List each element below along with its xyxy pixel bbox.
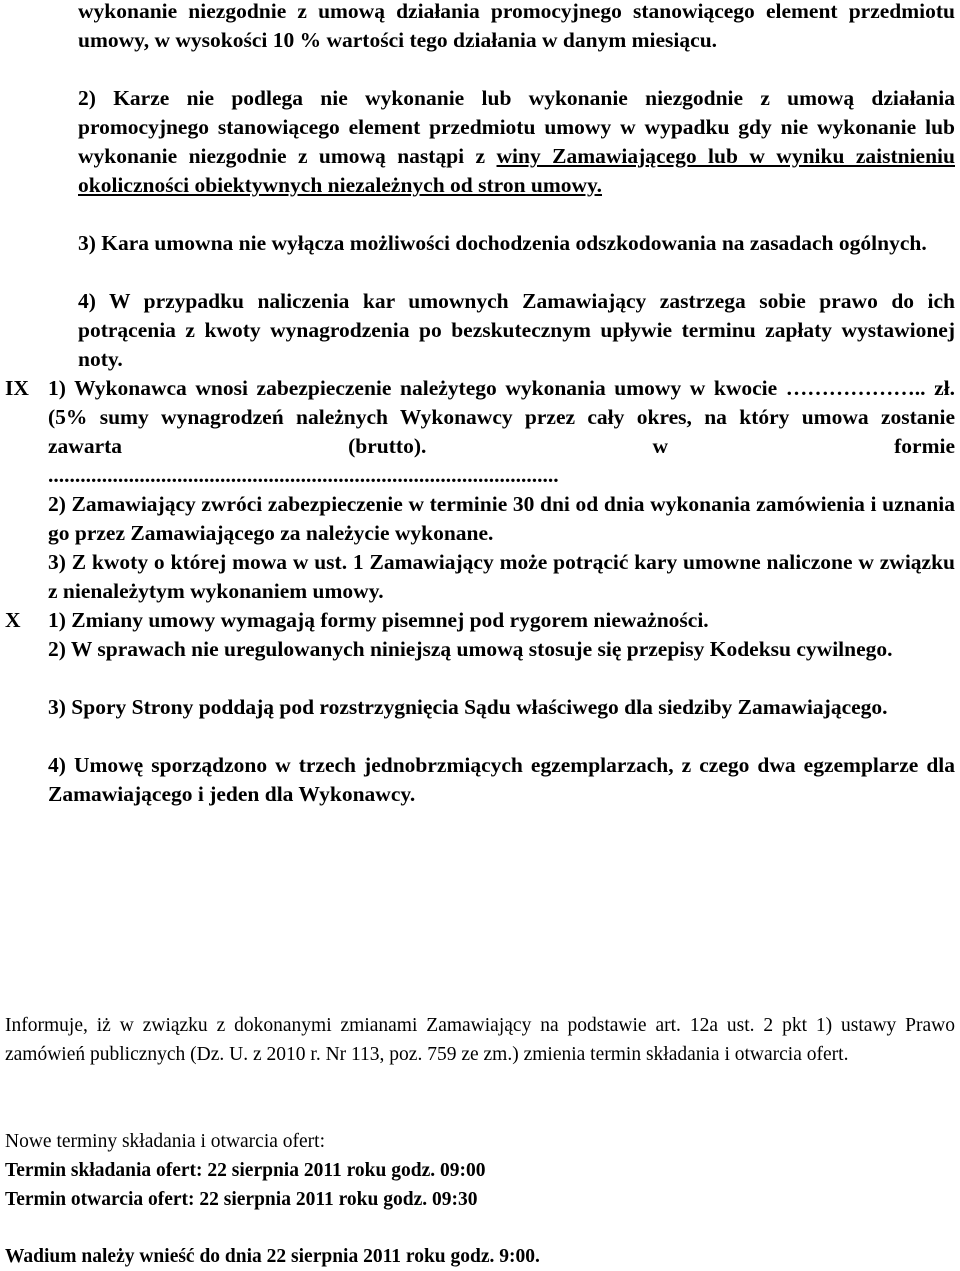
paragraph-security-deposit: 1) Wykonawca wnosi zabezpieczenie należytego wykonania umowy w kwocie ……………….. zł. (5% sumy wynagrodzeń należnych Wykonawcy przez cały okres, na który umowa zostanie zawarta (brutto). w formie <box>48 376 955 458</box>
paragraph-amendments: 1) Zmiany umowy wymagają formy pisemnej pod rygorem nieważności. <box>48 608 709 632</box>
paragraph-security-return: 2) Zamawiający zwróci zabezpieczenie w terminie 30 dni od dnia wykonania zamówienia i uznania go przez Zamawiającego za należycie wykonane. <box>48 492 955 545</box>
paragraph-copies: 4) Umowę sporządzono w trzech jednobrzmiących egzemplarzach, z czego dwa egzemplarze dla Zamawiającego i jeden dla Wykonawcy. <box>48 753 955 806</box>
section-ix-marker: IX <box>5 376 29 400</box>
paragraph-penalty-compensation: 3) Kara umowna nie wyłącza możliwości dochodzenia odszkodowania na zasadach ogólnych. <box>78 231 927 255</box>
paragraph-security-deduction: 3) Z kwoty o której mowa w ust. 1 Zamawiający może potrącić kary umowne naliczone w związku z nienależytym wykonaniem umowy. <box>48 550 955 603</box>
section-x-marker: X <box>5 608 21 632</box>
paragraph-penalty-exemption <box>78 84 955 200</box>
notice-submission-deadline: Termin składania ofert: 22 sierpnia 2011 roku godz. 09:00 <box>5 1160 486 1181</box>
notice-opening-deadline: Termin otwarcia ofert: 22 sierpnia 2011 roku godz. 09:30 <box>5 1189 478 1210</box>
paragraph-penalty-continuation: wykonanie niezgodnie z umową działania promocyjnego stanowiącego element przedmiotu umowy, w wysokości 10 % wartości tego działania w danym miesiącu. <box>78 0 955 52</box>
paragraph-disputes: 3) Spory Strony poddają pod rozstrzygnięcia Sądu właściwego dla siedziby Zamawiającego. <box>48 695 888 719</box>
paragraph-penalty-offset: 4) W przypadku naliczenia kar umownych Zamawiający zastrzega sobie prawo do ich potrącenia z kwoty wynagrodzenia po bezskutecznym upływie terminu zapłaty wystawionej noty. <box>78 289 955 371</box>
exemption-text: 2) Karze nie podlega nie wykonanie lub wykonanie niezgodnie z umową działania promocyjnego stanowiącego element przedmiotu umowy w wypadku gdy nie wykonanie lub wykonanie niezgodnie z umową nastąpi z <box>78 86 955 168</box>
exemption-underlined-text: winy Zamawiającego lub w wyniku zaistnieniu okoliczności obiektywnych niezależnych od stron umowy. <box>78 144 955 197</box>
notice-new-terms-heading: Nowe terminy składania i otwarcia ofert: <box>5 1131 326 1152</box>
notice-info: Informuje, iż w związku z dokonanymi zmianami Zamawiający na podstawie art. 12a ust. 2 pkt 1) ustawy Prawo zamówień publicznych (Dz. U. z 2010 r. Nr 113, poz. 759 ze zm.) zmienia termin składania i otwarcia ofert. <box>5 1015 955 1065</box>
paragraph-civil-code: 2) W sprawach nie uregulowanych niniejszą umową stosuje się przepisy Kodeksu cywilnego. <box>48 637 893 661</box>
security-form-dots: ............................................................................................... <box>48 463 559 487</box>
notice-deposit-deadline: Wadium należy wnieść do dnia 22 sierpnia 2011 roku godz. 9:00. <box>5 1246 540 1267</box>
